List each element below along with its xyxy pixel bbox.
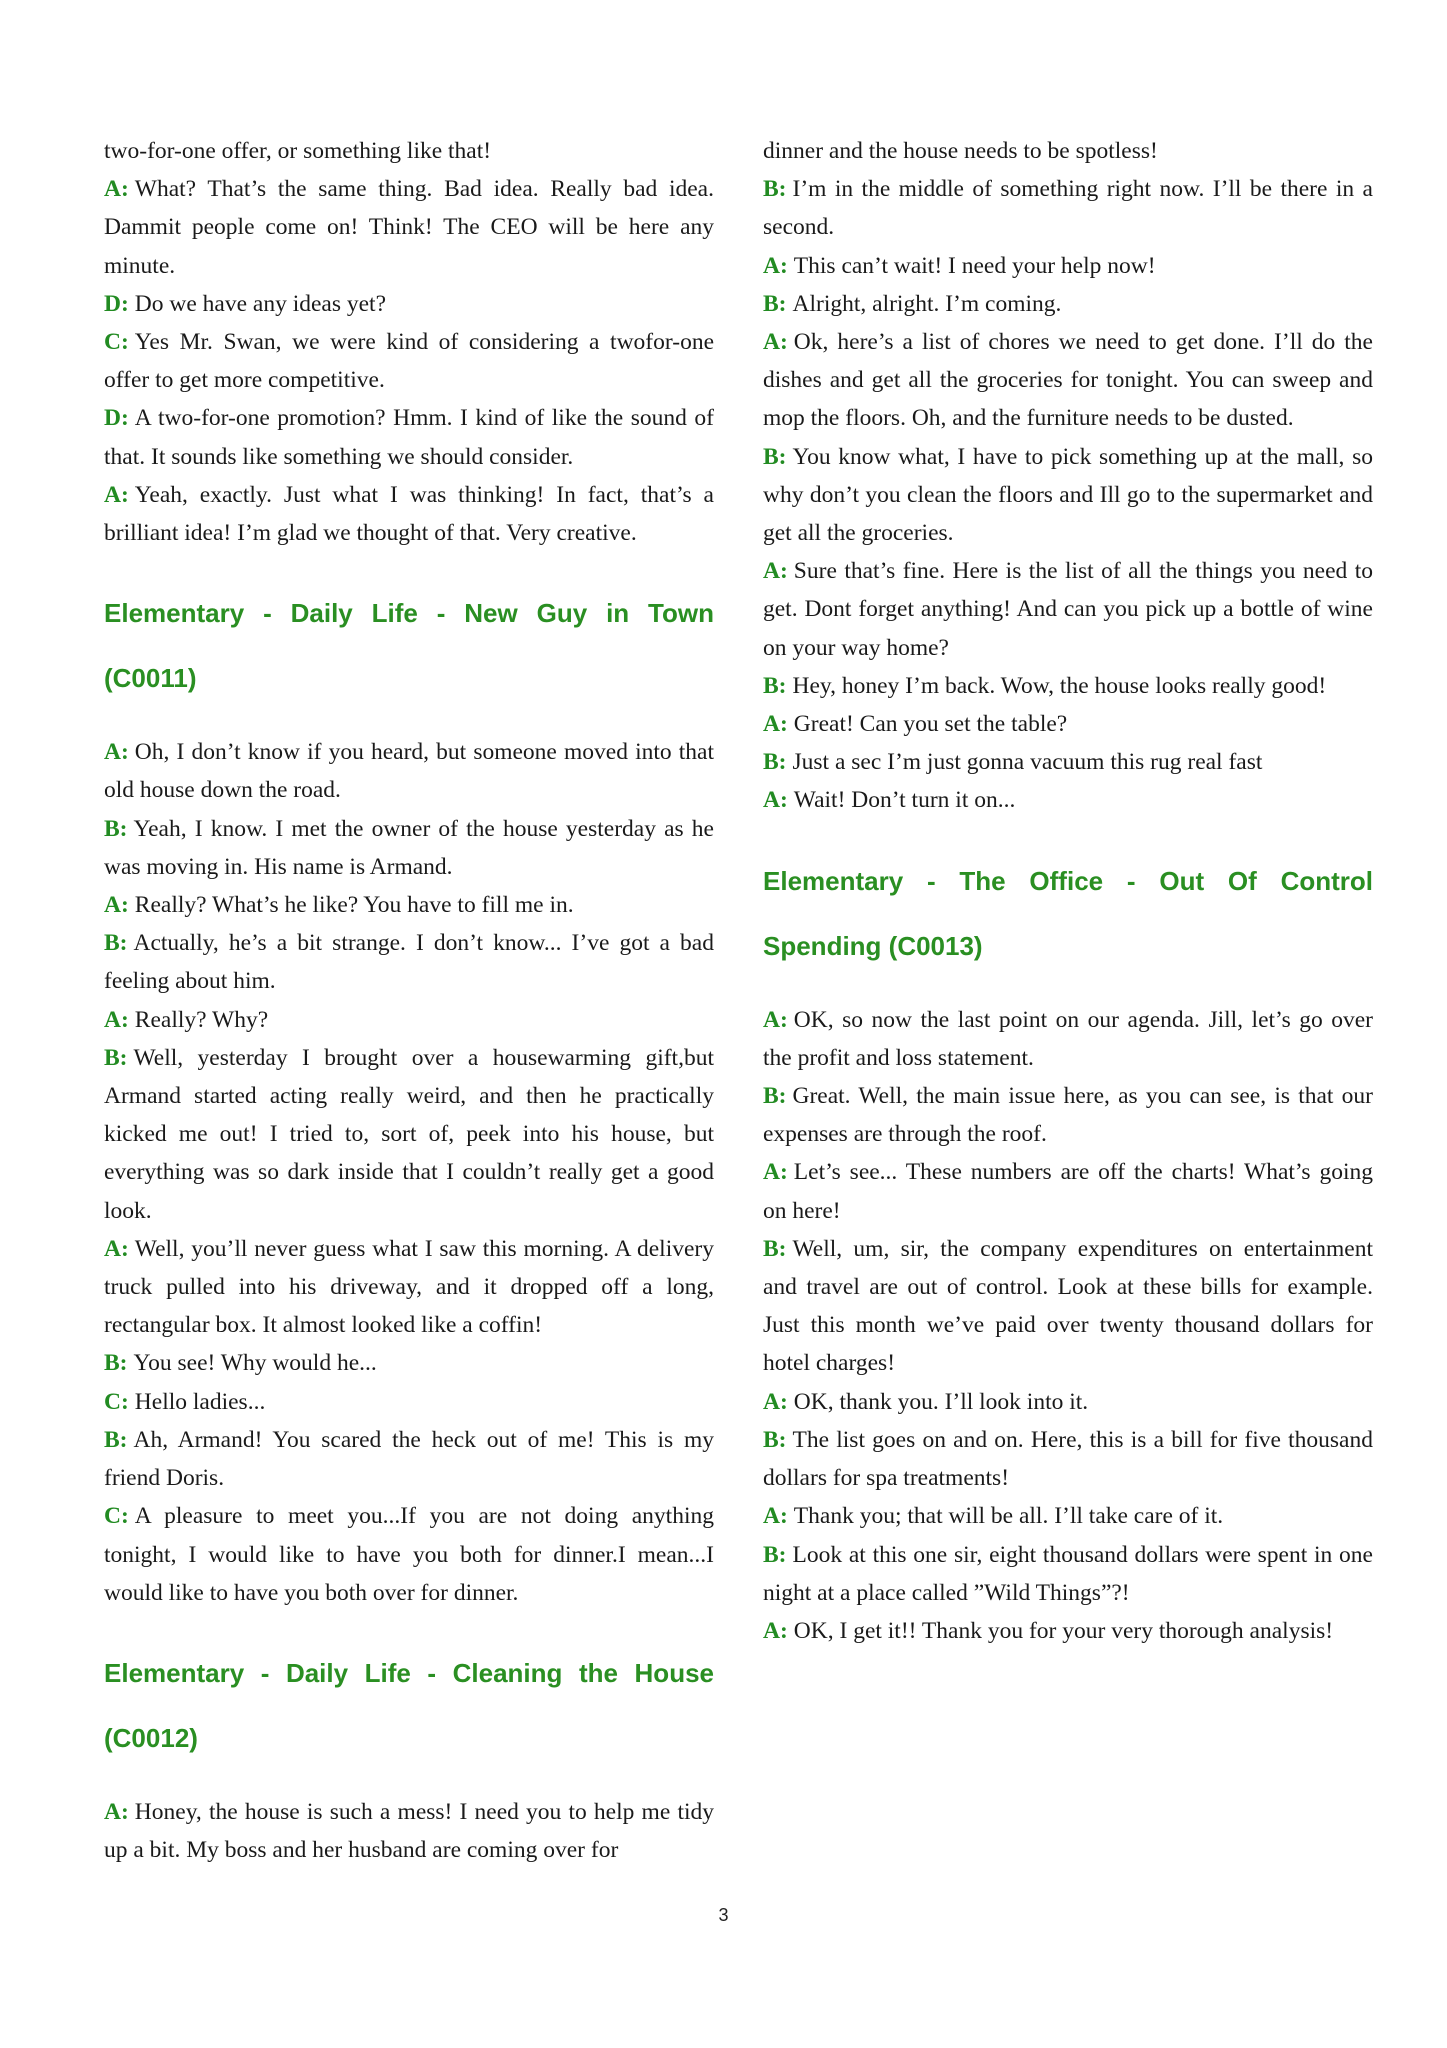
dialogue-line: [763, 1421, 1373, 1497]
section-heading: Elementary - The Office - Out Of Control Spending (C0013): [763, 865, 1373, 961]
dialogue-line: [763, 781, 1373, 819]
dialogue-line: [763, 170, 1373, 246]
dialogue-text: dinner and the house needs to be spotless!: [763, 138, 1158, 164]
dialogue-text: You see! Why would he...: [133, 1350, 377, 1377]
speaker-label: B:: [763, 672, 787, 699]
speaker-label: A:: [763, 1617, 788, 1644]
dialogue-text: Hey, honey I’m back. Wow, the house looks really good!: [792, 672, 1327, 699]
speaker-label: A:: [104, 176, 129, 203]
dialogue-text: Ah, Armand! You scared the heck out of me! This is my friend Doris.: [104, 1426, 714, 1492]
dialogue-text: Great! Can you set the table?: [793, 711, 1068, 738]
dialogue-text: Just a sec I’m just gonna vacuum this rug real fast: [792, 749, 1263, 776]
speaker-label: B:: [763, 176, 787, 203]
dialogue-line: [104, 1497, 714, 1612]
dialogue-line: [104, 810, 714, 886]
dialogue-text: Really? What’s he like? You have to fill me in.: [134, 892, 574, 919]
dialogue-text: You know what, I have to pick something up at the mall, so why don’t you clean the floors and Ill go to the supermarket and get all the groceries.: [763, 443, 1373, 547]
dialogue-text: Ok, here’s a list of chores we need to get done. I’ll do the dishes and get all the groceries for tonight. You can sweep and mop the floors. Oh, and the furniture needs to be dusted.: [763, 329, 1373, 432]
speaker-label: B:: [763, 1541, 787, 1568]
dialogue-text: Alright, alright. I’m coming.: [792, 290, 1062, 317]
dialogue-line: [763, 1497, 1373, 1535]
left-column: [104, 132, 714, 1869]
speaker-label: B:: [763, 749, 787, 776]
dialogue-line: [104, 323, 714, 399]
dialogue-text: Sure that’s fine. Here is the list of all the things you need to get. Dont forget anything! And can you pick up a bottle of wine on your way home?: [763, 558, 1373, 661]
speaker-label: A:: [104, 1798, 129, 1825]
speaker-label: A:: [763, 558, 788, 585]
dialogue-line: [763, 552, 1373, 667]
dialogue-line: [104, 1001, 714, 1039]
speaker-label: B:: [763, 290, 787, 317]
dialogue-text: A pleasure to meet you...If you are not doing anything tonight, I would like to have you both for dinner.I mean...I would like to have you both over for dinner.: [104, 1503, 714, 1606]
dialogue-text: What? That’s the same thing. Bad idea. Really bad idea. Dammit people come on! Think! The CEO will be here any minute.: [104, 176, 714, 279]
dialogue-text: Yes Mr. Swan, we were kind of considering a twofor-one offer to get more competitive.: [104, 329, 714, 394]
dialogue-line: [763, 132, 1373, 170]
speaker-label: C:: [104, 1388, 129, 1415]
dialogue-text: A two-for-one promotion? Hmm. I kind of like the sound of that. It sounds like something we should consider.: [104, 405, 714, 470]
dialogue-line: [763, 1001, 1373, 1077]
dialogue-text: Honey, the house is such a mess! I need you to help me tidy up a bit. My boss and her husband are coming over for: [104, 1798, 714, 1864]
dialogue-text: Well, you’ll never guess what I saw this morning. A delivery truck pulled into his driveway, and it dropped off a long, rectangular box. It almost looked like a coffin!: [104, 1235, 714, 1339]
dialogue-line: [104, 886, 714, 924]
speaker-label: A:: [104, 481, 129, 508]
dialogue-line: [104, 733, 714, 809]
dialogue-line: [104, 170, 714, 285]
dialogue-text: This can’t wait! I need your help now!: [793, 252, 1156, 279]
dialogue-line: [763, 743, 1373, 781]
dialogue-line: [104, 1344, 714, 1382]
dialogue-line: [104, 1421, 714, 1497]
speaker-label: A:: [104, 1006, 129, 1033]
speaker-label: C:: [104, 329, 129, 356]
speaker-label: A:: [104, 739, 129, 766]
dialogue-line: [104, 285, 714, 323]
dialogue-line: [763, 1383, 1373, 1421]
dialogue-text: Actually, he’s a bit strange. I don’t know... I’ve got a bad feeling about him.: [104, 930, 714, 995]
dialogue-text: Look at this one sir, eight thousand dollars were spent in one night at a place called ”Wild Things”?!: [763, 1541, 1373, 1606]
speaker-label: A:: [104, 1235, 129, 1262]
dialogue-line: [104, 1383, 714, 1421]
speaker-label: B:: [763, 1426, 787, 1453]
speaker-label: B:: [104, 1350, 128, 1377]
speaker-label: B:: [763, 1083, 787, 1110]
section-heading: Elementary - Daily Life - Cleaning the House (C0012): [104, 1657, 714, 1753]
speaker-label: C:: [104, 1503, 129, 1530]
speaker-label: B:: [763, 1235, 787, 1262]
dialogue-line: [763, 285, 1373, 323]
speaker-label: A:: [104, 892, 129, 919]
dialogue-line: [104, 1793, 714, 1869]
dialogue-line: [104, 476, 714, 552]
dialogue-line: [763, 1536, 1373, 1612]
dialogue-line: [763, 247, 1373, 285]
dialogue-text: Well, um, sir, the company expenditures on entertainment and travel are out of control. Look at these bills for example. Just this month we’ve paid over twenty thousand dollars for hotel charges!: [763, 1235, 1373, 1377]
dialogue-line: [763, 323, 1373, 438]
dialogue-line: [104, 1230, 714, 1345]
speaker-label: A:: [763, 1388, 788, 1415]
dialogue-line: [763, 1230, 1373, 1383]
speaker-label: B:: [104, 1044, 128, 1071]
dialogue-text: Yeah, I know. I met the owner of the house yesterday as he was moving in. His name is Armand.: [104, 815, 714, 880]
dialogue-text: Well, yesterday I brought over a housewarming gift,but Armand started acting really weird, and then he practically kicked me out! I tried to, sort of, peek into his house, but everything was so dark inside that I couldn’t really get a good look.: [104, 1044, 714, 1224]
dialogue-line: [104, 399, 714, 475]
dialogue-line: [763, 1153, 1373, 1229]
speaker-label: A:: [763, 1159, 788, 1186]
dialogue-text: The list goes on and on. Here, this is a bill for five thousand dollars for spa treatments!: [763, 1426, 1373, 1492]
dialogue-line: [763, 1612, 1373, 1650]
dialogue-text: OK, so now the last point on our agenda. Jill, let’s go over the profit and loss statement.: [763, 1006, 1373, 1071]
section-heading: Elementary - Daily Life - New Guy in Town (C0011): [104, 598, 714, 694]
speaker-label: A:: [763, 787, 788, 814]
dialogue-text: Do we have any ideas yet?: [134, 290, 387, 317]
speaker-label: D:: [104, 290, 129, 317]
dialogue-text: Let’s see... These numbers are off the charts! What’s going on here!: [763, 1159, 1373, 1224]
dialogue-text: OK, I get it!! Thank you for your very thorough analysis!: [793, 1617, 1334, 1644]
dialogue-line: [763, 438, 1373, 553]
dialogue-text: Oh, I don’t know if you heard, but someone moved into that old house down the road.: [104, 739, 714, 804]
dialogue-text: Wait! Don’t turn it on...: [793, 787, 1016, 814]
speaker-label: A:: [763, 252, 788, 279]
speaker-label: B:: [104, 1426, 128, 1453]
dialogue-text: Great. Well, the main issue here, as you can see, is that our expenses are through the roof.: [763, 1083, 1373, 1148]
dialogue-text: OK, thank you. I’ll look into it.: [793, 1388, 1089, 1415]
right-column: [763, 132, 1373, 1650]
dialogue-text: Really? Why?: [134, 1006, 269, 1033]
dialogue-text: I’m in the middle of something right now. I’ll be there in a second.: [763, 176, 1373, 241]
dialogue-line: [763, 667, 1373, 705]
dialogue-line: [763, 705, 1373, 743]
speaker-label: A:: [763, 711, 788, 738]
dialogue-text: Thank you; that will be all. I’ll take care of it.: [793, 1503, 1224, 1530]
dialogue-text: two-for-one offer, or something like that!: [104, 138, 492, 164]
page-number: 3: [718, 1905, 729, 1925]
dialogue-line: [104, 924, 714, 1000]
dialogue-text: Yeah, exactly. Just what I was thinking! In fact, that’s a brilliant idea! I’m glad we thought of that. Very creative.: [104, 481, 714, 547]
speaker-label: B:: [763, 443, 787, 470]
dialogue-text: Hello ladies...: [134, 1388, 266, 1415]
speaker-label: A:: [763, 329, 788, 356]
speaker-label: B:: [104, 930, 128, 957]
dialogue-line: [104, 1039, 714, 1230]
speaker-label: A:: [763, 1006, 788, 1033]
speaker-label: B:: [104, 815, 128, 842]
dialogue-line: [104, 132, 714, 170]
dialogue-line: [763, 1077, 1373, 1153]
speaker-label: A:: [763, 1503, 788, 1530]
speaker-label: D:: [104, 405, 129, 432]
